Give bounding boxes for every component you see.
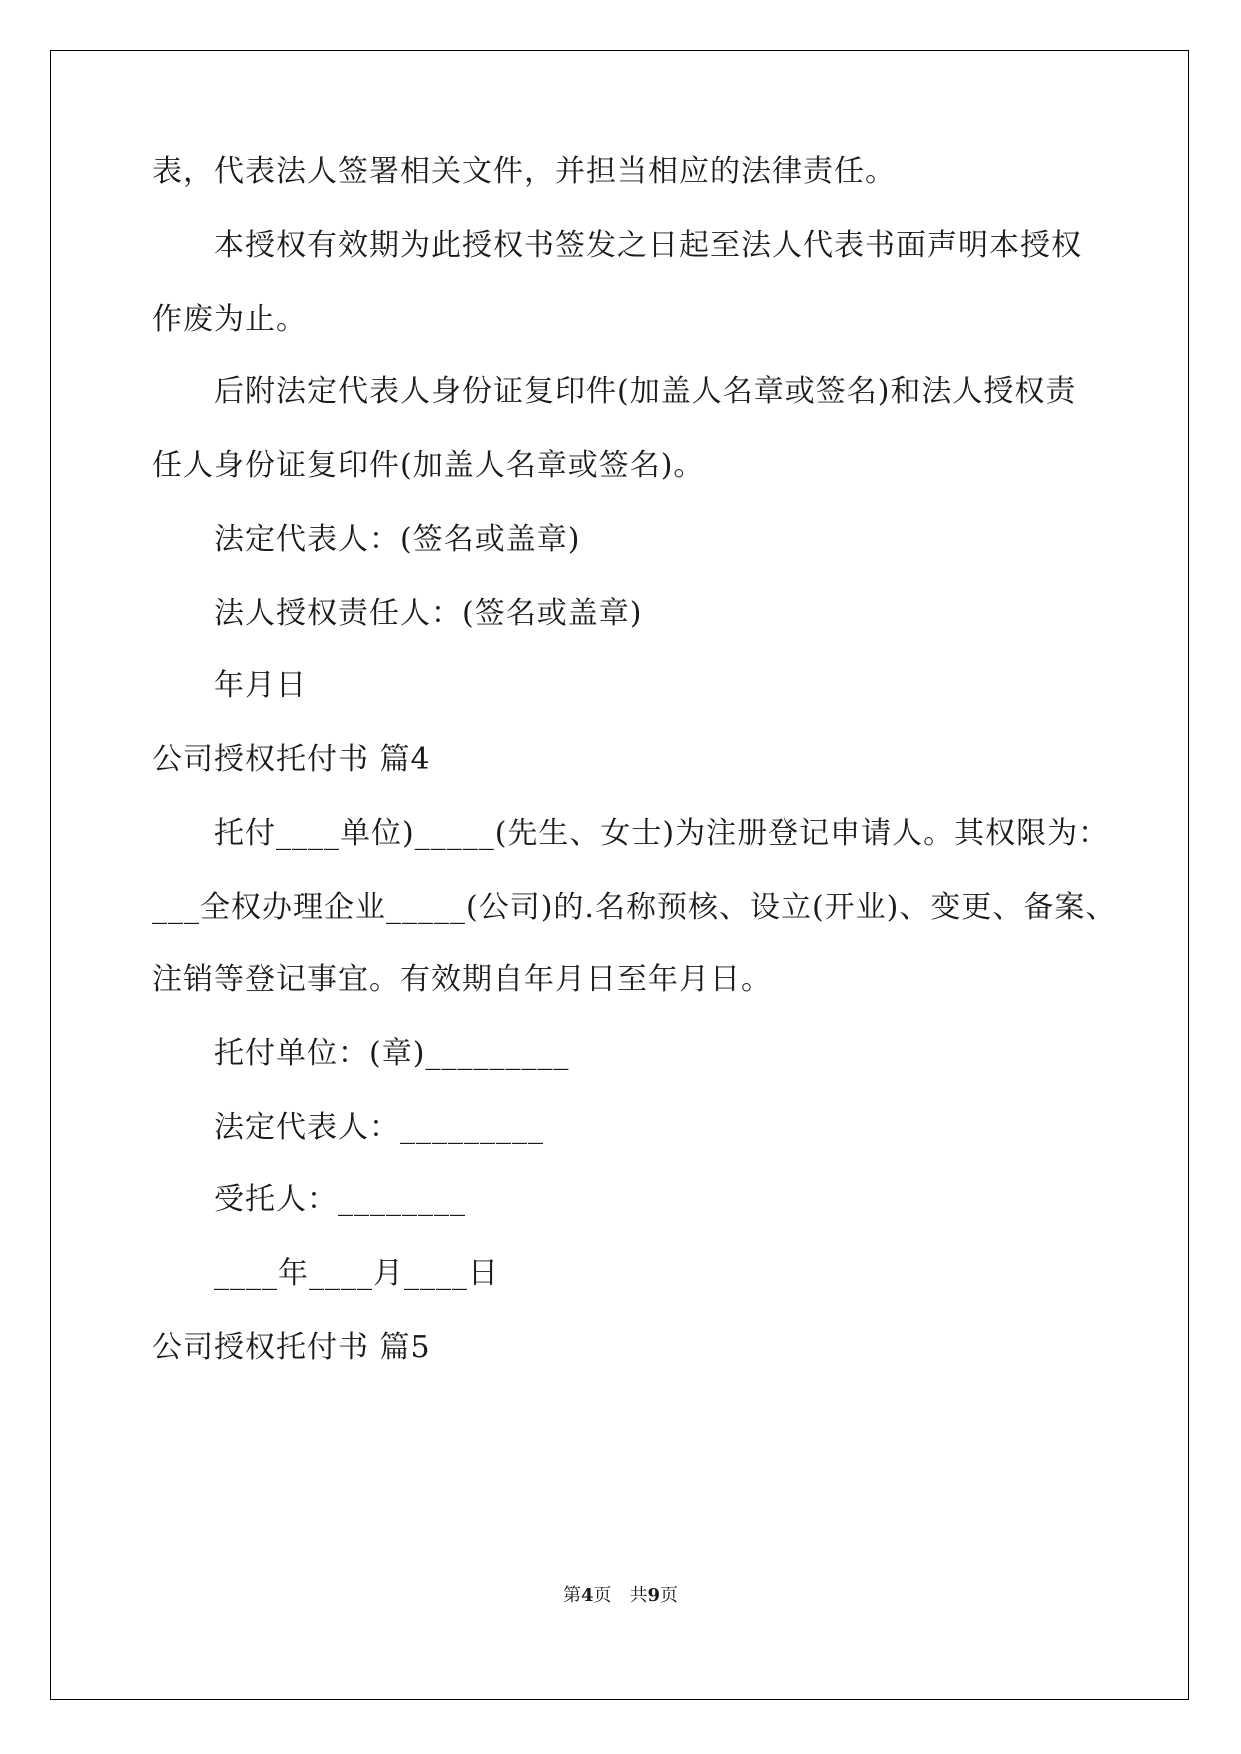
text-line: 后附法定代表人身份证复印件(加盖人名章或签名)和法人授权责: [214, 374, 1077, 409]
text-line: 任人身份证复印件(加盖人名章或签名)。: [152, 448, 705, 483]
text-line: 法定代表人：(签名或盖章): [214, 522, 581, 557]
text-line: 托付单位：(章)_________: [214, 1036, 570, 1071]
text-line: 本授权有效期为此授权书签发之日起至法人代表书面声明本授权: [214, 228, 1082, 263]
footer-total-prefix: 共: [629, 1585, 648, 1606]
text-line: 法人授权责任人：(签名或盖章): [214, 596, 643, 631]
section-heading: 公司授权托付书 篇4: [152, 742, 431, 777]
footer-page-number: 4: [580, 1585, 594, 1606]
text-line: ___全权办理企业_____(公司)的.名称预核、设立(开业)、变更、备案、: [152, 890, 1117, 925]
text-line: 法定代表人：_________: [214, 1110, 544, 1145]
text-line: ____年____月____日: [214, 1256, 499, 1291]
footer-total-pages: 9: [647, 1585, 661, 1606]
footer-prefix: 第: [562, 1585, 581, 1606]
section-heading: 公司授权托付书 篇5: [152, 1330, 431, 1365]
page-border: [50, 50, 1189, 1700]
text-line: 托付____单位)_____(先生、女士)为注册登记申请人。其权限为：: [214, 816, 1110, 851]
text-line: 注销等登记事宜。有效期自年月日至年月日。: [152, 962, 772, 997]
text-line: 年月日: [214, 668, 307, 703]
text-line: 表，代表法人签署相关文件，并担当相应的法律责任。: [152, 154, 896, 189]
text-line: 受托人：________: [214, 1182, 466, 1217]
footer-total-unit: 页: [660, 1585, 679, 1606]
text-line: 作废为止。: [152, 302, 307, 337]
page-footer: [0, 1584, 1241, 1608]
footer-page-unit: 页: [593, 1585, 612, 1606]
